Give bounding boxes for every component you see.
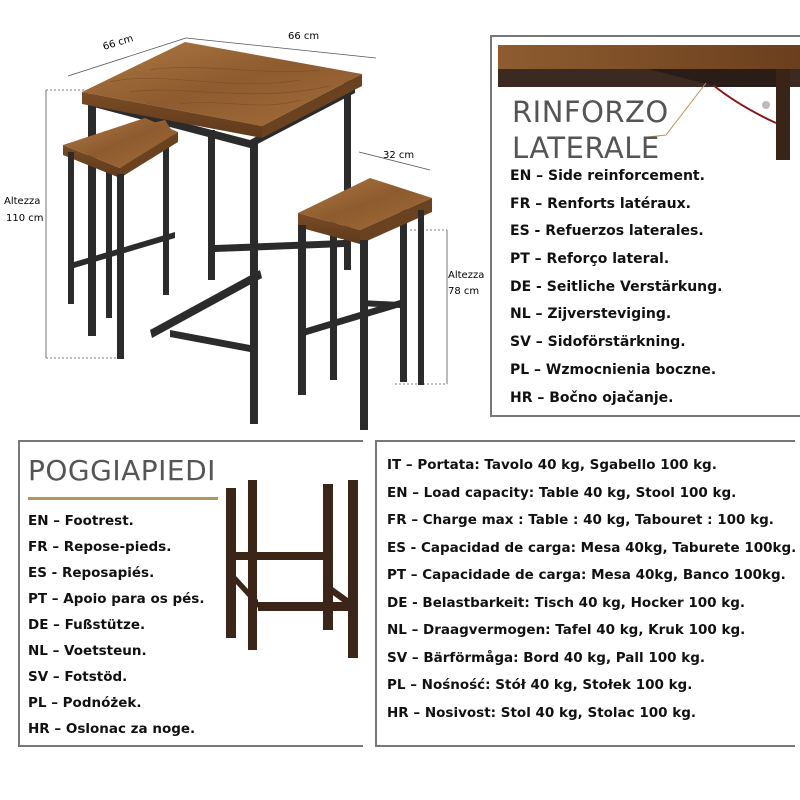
translation-line: NL – Zijversteviging. (510, 306, 672, 323)
load-capacity-line: PL – Nośność: Stół 40 kg, Stołek 100 kg. (387, 677, 693, 693)
reinforcement-title-line2: LATERALE (512, 131, 660, 165)
translation-line: HR – Bočno ojačanje. (510, 389, 674, 406)
translation-line: FR – Repose-pieds. (28, 539, 172, 555)
footrest-panel (18, 440, 363, 750)
translation-line: FR – Renforts latéraux. (510, 195, 691, 212)
reinforcement-panel (490, 35, 800, 420)
panel-border (375, 745, 795, 747)
translation-line: DE – Fußstütze. (28, 617, 146, 633)
load-capacity-lines (387, 456, 796, 731)
load-capacity-line: IT – Portata: Tavolo 40 kg, Sgabello 100 kg. (387, 457, 717, 473)
stool-height-label: Altezza (448, 270, 485, 281)
load-capacity-line: PT – Capacidade de carga: Mesa 40kg, Banco 100kg. (387, 567, 786, 583)
right-stool-drawing (298, 178, 432, 430)
stool-height-value: 78 cm (448, 286, 480, 297)
load-capacity-line: DE - Belastbarkeit: Tisch 40 kg, Hocker 100 kg. (387, 594, 745, 611)
load-capacity-line: EN – Load capacity: Table 40 kg, Stool 100 kg. (387, 484, 737, 501)
translation-line: ES - Refuerzos laterales. (510, 223, 704, 240)
translation-line: DE - Seitliche Verstärkung. (510, 278, 723, 295)
panel-border (18, 440, 20, 745)
translation-line: SV – Sidoförstärkning. (510, 334, 686, 351)
table-depth-label: 66 cm (101, 33, 135, 53)
load-capacity-line: NL – Draagvermogen: Tafel 40 kg, Kruk 100 kg. (387, 622, 746, 638)
footrest-title: POGGIAPIEDI (28, 454, 216, 487)
panel-border (375, 440, 377, 745)
translation-line: PL – Podnóżek. (28, 695, 142, 711)
footrest-frame-drawing (218, 480, 368, 660)
panel-border (490, 35, 492, 415)
reinforcement-translations (510, 167, 722, 416)
load-capacity-line: ES - Capacidad de carga: Mesa 40kg, Taburete 100kg. (387, 539, 797, 556)
load-capacity-line: FR – Charge max : Table : 40 kg, Tabouret : 100 kg. (387, 512, 774, 528)
footrest-translations (28, 512, 204, 746)
title-underline (28, 497, 218, 500)
panel-border (490, 35, 800, 37)
panel-border (18, 440, 363, 442)
translation-line: ES - Reposapiés. (28, 565, 155, 581)
translation-line: PL – Wzmocnienia boczne. (510, 361, 717, 378)
translation-line: EN – Footrest. (28, 513, 134, 529)
translation-line: HR – Oslonac za noge. (28, 721, 196, 737)
load-capacity-panel (375, 440, 795, 750)
table-height-value: 110 cm (6, 213, 44, 224)
table-width-label: 66 cm (288, 31, 320, 42)
translation-line: PT – Apoio para os pés. (28, 591, 205, 607)
load-capacity-line: SV – Bärförmåga: Bord 40 kg, Pall 100 kg. (387, 649, 706, 666)
table-height-label: Altezza (4, 196, 41, 207)
translation-line: NL – Voetsteun. (28, 643, 147, 659)
left-stool-drawing (63, 118, 178, 359)
translation-line: EN – Side reinforcement. (510, 168, 705, 184)
load-capacity-line: HR – Nosivost: Stol 40 kg, Stolac 100 kg. (387, 704, 697, 721)
translation-line: SV – Fotstöd. (28, 669, 128, 685)
reinforcement-title-line1: RINFORZO (512, 95, 669, 129)
product-illustration (0, 0, 485, 440)
translation-line: PT – Reforço lateral. (510, 251, 670, 268)
panel-border (375, 440, 795, 442)
stool-width-label: 32 cm (383, 150, 415, 161)
